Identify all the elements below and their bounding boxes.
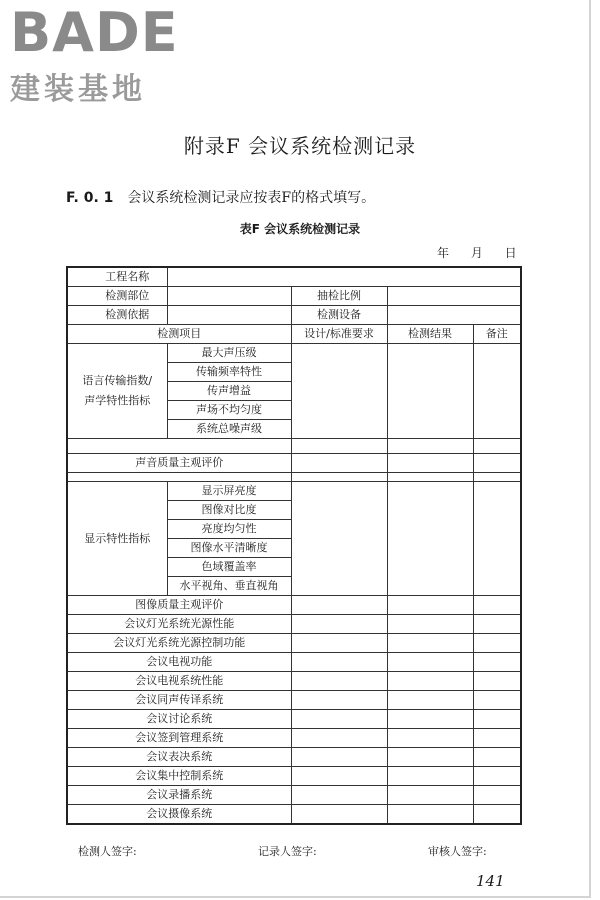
result-cell[interactable] xyxy=(387,786,473,805)
table-row xyxy=(67,267,521,287)
remark-cell[interactable] xyxy=(473,596,521,615)
intro-text: 会议系统检测记录应按表F的格式填写。 xyxy=(127,190,376,206)
design-cell[interactable] xyxy=(291,596,387,615)
item-label: 会议灯光系统光源性能 xyxy=(67,615,291,634)
design-cell[interactable] xyxy=(291,653,387,672)
item-label: 会议录播系统 xyxy=(67,786,291,805)
project-name-value[interactable] xyxy=(167,267,521,287)
result-cell[interactable] xyxy=(387,710,473,729)
table-row xyxy=(67,805,521,825)
table-row xyxy=(67,287,521,306)
design-cell[interactable] xyxy=(291,454,387,473)
col-design-header: 设计/标准要求 xyxy=(291,325,387,344)
clause-number: F. 0. 1 xyxy=(66,190,114,206)
display-result-cell[interactable] xyxy=(387,482,473,596)
inspect-basis-label: 检测依据 xyxy=(67,306,167,325)
table-row xyxy=(67,748,521,767)
sound-quality-row: 声音质量主观评价 xyxy=(67,454,291,473)
item-label: 会议表决系统 xyxy=(67,748,291,767)
table-row xyxy=(67,672,521,691)
table-row xyxy=(67,454,521,473)
page-number: 141 xyxy=(476,872,505,890)
inspect-basis-value[interactable] xyxy=(167,306,291,325)
result-cell[interactable] xyxy=(387,634,473,653)
design-cell[interactable] xyxy=(291,615,387,634)
item-label: 会议电视功能 xyxy=(67,653,291,672)
spacer-cell xyxy=(67,473,291,482)
speech-result-cell[interactable] xyxy=(387,344,473,439)
table-row xyxy=(67,306,521,325)
speech-item: 声场不均匀度 xyxy=(167,401,291,420)
display-item: 色域覆盖率 xyxy=(167,558,291,577)
result-cell[interactable] xyxy=(387,805,473,825)
inspect-part-label: 检测部位 xyxy=(67,287,167,306)
sample-ratio-value[interactable] xyxy=(387,287,521,306)
item-label: 会议集中控制系统 xyxy=(67,767,291,786)
remark-cell[interactable] xyxy=(473,729,521,748)
inspect-equipment-value[interactable] xyxy=(387,306,521,325)
display-item: 水平视角、垂直视角 xyxy=(167,577,291,596)
table-row xyxy=(67,615,521,634)
result-cell[interactable] xyxy=(387,653,473,672)
display-group-label: 显示特性指标 xyxy=(67,482,167,596)
record-table xyxy=(66,266,522,825)
remark-cell[interactable] xyxy=(473,805,521,825)
design-cell[interactable] xyxy=(291,805,387,825)
reviewer-signature: 审核人签字: xyxy=(428,845,487,858)
project-name-label: 工程名称 xyxy=(67,267,167,287)
design-cell[interactable] xyxy=(291,729,387,748)
result-cell[interactable] xyxy=(387,748,473,767)
remark-cell[interactable] xyxy=(473,748,521,767)
result-cell[interactable] xyxy=(387,454,473,473)
page-title: 附录F 会议系统检测记录 xyxy=(183,134,417,158)
item-label: 会议摄像系统 xyxy=(67,805,291,825)
logo-brand: BADE xyxy=(10,1,179,64)
remark-cell[interactable] xyxy=(473,710,521,729)
speech-group-label xyxy=(67,344,167,439)
col-result-header: 检测结果 xyxy=(387,325,473,344)
table-row xyxy=(67,473,521,482)
design-cell[interactable] xyxy=(291,786,387,805)
display-remark-cell[interactable] xyxy=(473,482,521,596)
table-title: 表F 会议系统检测记录 xyxy=(239,222,361,236)
sample-ratio-label: 抽检比例 xyxy=(291,287,387,306)
remark-cell[interactable] xyxy=(473,653,521,672)
result-cell[interactable] xyxy=(387,691,473,710)
display-item: 图像水平清晰度 xyxy=(167,539,291,558)
remark-cell[interactable] xyxy=(473,767,521,786)
spacer-cell xyxy=(67,439,291,454)
speech-item: 最大声压级 xyxy=(167,344,291,363)
inspector-signature: 检测人签字: xyxy=(78,845,137,858)
speech-design-cell[interactable] xyxy=(291,344,387,439)
remark-cell[interactable] xyxy=(473,615,521,634)
table-row xyxy=(67,691,521,710)
item-label: 会议灯光系统光源控制功能 xyxy=(67,634,291,653)
inspect-equipment-label: 检测设备 xyxy=(291,306,387,325)
table-row xyxy=(67,482,521,501)
design-cell[interactable] xyxy=(291,672,387,691)
table-row xyxy=(67,344,521,363)
item-label: 图像质量主观评价 xyxy=(67,596,291,615)
speech-group-label-1: 语言传输指数/ xyxy=(82,374,153,387)
display-design-cell[interactable] xyxy=(291,482,387,596)
table-row xyxy=(67,786,521,805)
display-item: 图像对比度 xyxy=(167,501,291,520)
remark-cell[interactable] xyxy=(473,454,521,473)
remark-cell[interactable] xyxy=(473,691,521,710)
item-label: 会议签到管理系统 xyxy=(67,729,291,748)
item-label: 会议同声传译系统 xyxy=(67,691,291,710)
table-row xyxy=(67,596,521,615)
design-cell[interactable] xyxy=(291,767,387,786)
display-item: 亮度均匀性 xyxy=(167,520,291,539)
result-cell[interactable] xyxy=(387,729,473,748)
result-cell[interactable] xyxy=(387,596,473,615)
design-cell[interactable] xyxy=(291,634,387,653)
table-row xyxy=(67,729,521,748)
remark-cell[interactable] xyxy=(473,672,521,691)
design-cell[interactable] xyxy=(291,710,387,729)
intro-paragraph xyxy=(66,187,375,207)
inspect-part-value[interactable] xyxy=(167,287,291,306)
speech-item: 传输频率特性 xyxy=(167,363,291,382)
design-cell[interactable] xyxy=(291,691,387,710)
table-row xyxy=(67,439,521,454)
table-row xyxy=(67,710,521,729)
table-row xyxy=(67,653,521,672)
table-row xyxy=(67,767,521,786)
speech-remark-cell[interactable] xyxy=(473,344,521,439)
display-item: 显示屏亮度 xyxy=(167,482,291,501)
item-label: 会议讨论系统 xyxy=(67,710,291,729)
result-cell[interactable] xyxy=(387,767,473,786)
design-cell[interactable] xyxy=(291,748,387,767)
remark-cell[interactable] xyxy=(473,634,521,653)
recorder-signature: 记录人签字: xyxy=(258,845,317,858)
remark-cell[interactable] xyxy=(473,786,521,805)
logo xyxy=(10,1,179,108)
speech-item: 系统总噪声级 xyxy=(167,420,291,439)
speech-group-label-2: 声学特性指标 xyxy=(84,394,151,407)
result-cell[interactable] xyxy=(387,615,473,634)
table-row xyxy=(67,634,521,653)
speech-item: 传声增益 xyxy=(167,382,291,401)
result-cell[interactable] xyxy=(387,672,473,691)
item-label: 会议电视系统性能 xyxy=(67,672,291,691)
col-remark-header: 备注 xyxy=(473,325,521,344)
date-label: 年 月 日 xyxy=(437,246,519,260)
logo-subtitle: 建装基地 xyxy=(10,72,146,107)
column-header-row xyxy=(67,325,521,344)
col-item-header: 检测项目 xyxy=(67,325,291,344)
